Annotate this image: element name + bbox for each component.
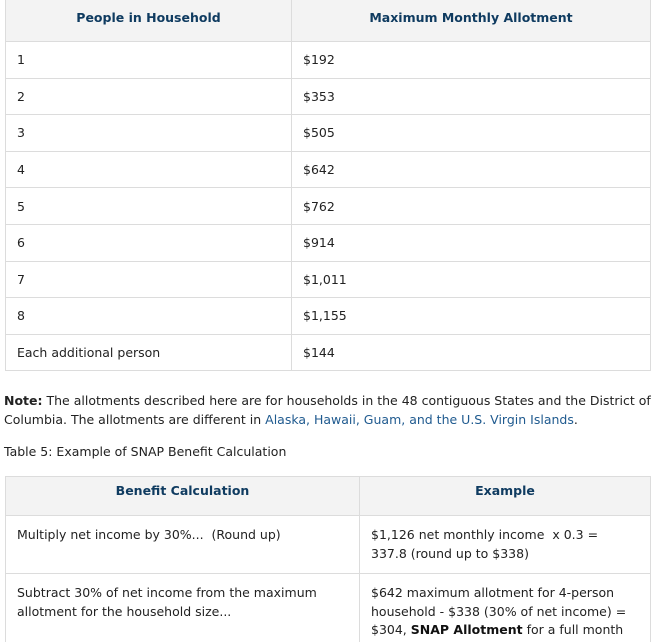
table-row (6, 261, 651, 298)
household-size-cell: 3 (6, 115, 292, 152)
example-line: household - $338 (30% of net income) = (371, 603, 627, 619)
table-row (6, 42, 651, 79)
territories-link[interactable]: Alaska, Hawaii, Guam, and the U.S. Virgin Islands (265, 411, 574, 427)
household-size-cell: 7 (6, 261, 292, 298)
household-size-cell: Each additional person (6, 334, 292, 371)
calculation-step-cell (6, 574, 360, 642)
note-paragraph (4, 392, 653, 429)
note-text-2: Columbia. The allotments are different in (4, 411, 266, 427)
example-cell (360, 516, 651, 574)
header-benefit-calculation: Benefit Calculation (6, 477, 360, 516)
allotment-cell: $1,011 (292, 261, 651, 298)
snap-allotment-label: SNAP Allotment (410, 622, 523, 637)
household-size-cell: 6 (6, 224, 292, 261)
note-text: The allotments described here are for households in the 48 contiguous States and the District of (42, 393, 651, 408)
table-row (6, 516, 651, 574)
example-line: $642 maximum allotment for 4-person (371, 585, 615, 600)
example-line: $1,126 net monthly income x 0.3 = (371, 527, 599, 542)
table-row (6, 188, 651, 225)
header-example: Example (360, 477, 651, 516)
note-line-1 (4, 392, 653, 411)
step-line: allotment for the household size... (17, 603, 232, 619)
example-amount: $304, (371, 622, 411, 637)
table-caption: Table 5: Example of SNAP Benefit Calculation (4, 444, 287, 459)
example-cell (360, 574, 651, 642)
allotment-cell: $914 (292, 224, 651, 261)
allotment-table (5, 0, 651, 371)
household-size-cell: 4 (6, 151, 292, 188)
header-people-in-household: People in Household (6, 0, 292, 42)
header-maximum-monthly-allotment: Maximum Monthly Allotment (292, 0, 651, 42)
note-period: . (573, 411, 578, 427)
step-line: Subtract 30% of net income from the maximum (17, 585, 317, 600)
allotment-cell: $353 (292, 78, 651, 115)
allotment-cell: $1,155 (292, 298, 651, 335)
table-row (6, 115, 651, 152)
allotment-cell: $144 (292, 334, 651, 371)
table-header-row (6, 0, 651, 42)
allotment-cell: $192 (292, 42, 651, 79)
table-row (6, 151, 651, 188)
calculation-step-cell (6, 516, 360, 574)
step-text: Multiply net income by 30%... (Round up) (17, 527, 281, 542)
household-size-cell: 8 (6, 298, 292, 335)
example-line (371, 621, 639, 640)
table-row (6, 298, 651, 335)
household-size-cell: 5 (6, 188, 292, 225)
note-line-2 (4, 411, 653, 430)
table-row (6, 334, 651, 371)
note-label: Note: (4, 393, 43, 408)
household-size-cell: 1 (6, 42, 292, 79)
table-row (6, 224, 651, 261)
household-size-cell: 2 (6, 78, 292, 115)
allotment-cell: $505 (292, 115, 651, 152)
table-row (6, 574, 651, 642)
table-header-row (6, 477, 651, 516)
allotment-cell: $642 (292, 151, 651, 188)
allotment-cell: $762 (292, 188, 651, 225)
benefit-calculation-table (5, 476, 651, 642)
table-row (6, 78, 651, 115)
example-tail: for a full month (522, 622, 624, 637)
example-line: 337.8 (round up to $338) (371, 545, 529, 561)
